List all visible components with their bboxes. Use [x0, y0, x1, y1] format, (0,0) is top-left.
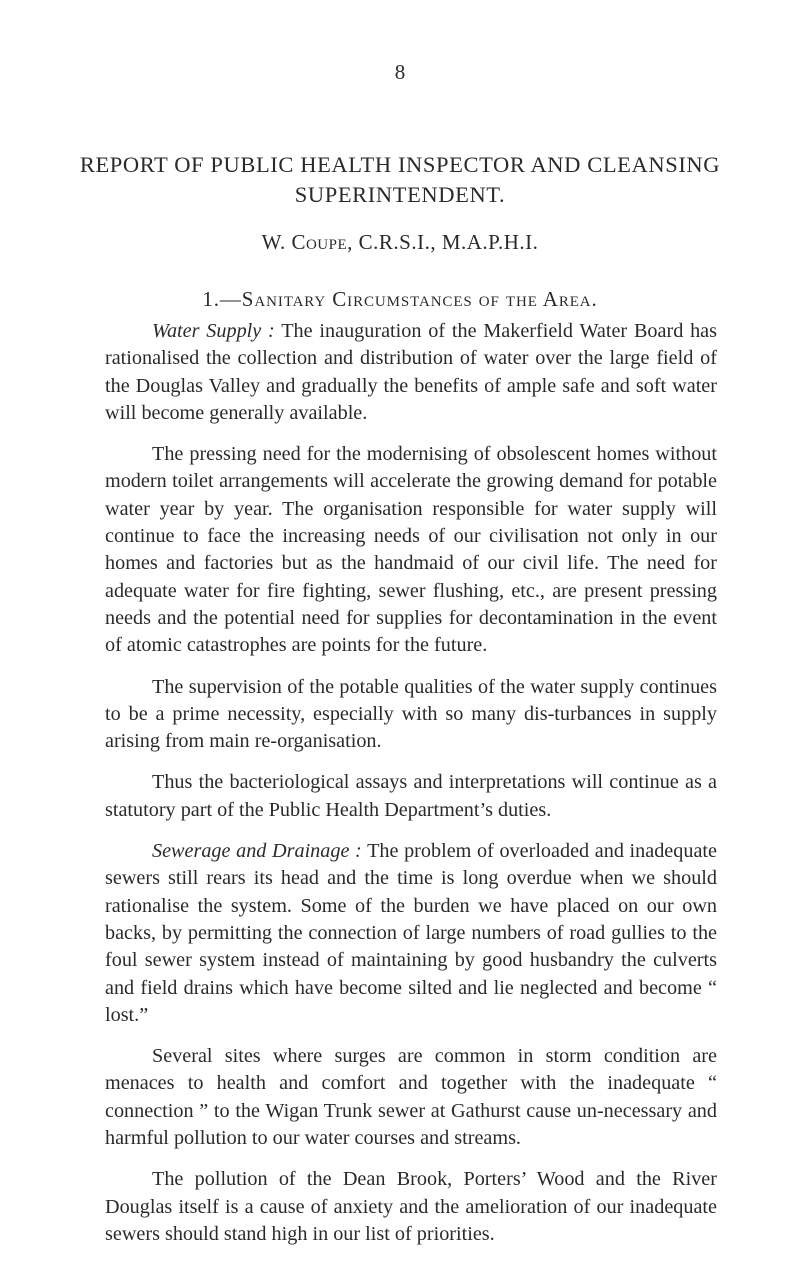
paragraph: Several sites where surges are common in storm condition are menaces to health and comfort and together with the inadequate “ connection ” to the Wigan Trunk sewer at Gathurst cause un-necessary and harmful pollution to our water courses and streams. [105, 1045, 717, 1150]
page-number: 8 [394, 60, 406, 84]
paragraph-heading: Water Supply : [152, 320, 275, 342]
paragraph: The pressing need for the modernising of obsolescent homes without modern toilet arrangements will accelerate the growing demand for potable water year by year. The organisation responsible for water supply will continue to face the increasing needs of our civilisation not only in our homes and factories but as the handmaid of our civil life. The need for adequate water for fire fighting, sewer flushing, etc., are present pressing needs and the potential need for supplies for decontamination in the event of atomic catastrophes are points for the future. [105, 443, 717, 657]
author-line [60, 230, 740, 255]
paragraph: Thus the bacteriological assays and interpretations will continue as a statutory part of the Public Health Department’s duties. [105, 771, 717, 821]
paragraph-text: The inauguration of the Makerfield Water Board has rationalised the collection and distribution of water over the large field of the Douglas Valley and gradually the benefits of ample safe and soft water will become generally available. [105, 320, 717, 424]
paragraph-heading: Sewerage and Drainage : [152, 840, 362, 863]
author-name: W. Coupe, [261, 230, 353, 254]
section-heading: 1.—Sanitary Circumstances of the Area. [202, 287, 598, 311]
report-body [105, 318, 717, 1262]
paragraph-text: The problem of overloaded and inadequate sewers still rears its head and the time is long overdue when we should rationalise the system. Some of the burden we have placed on our own backs, by permitting the connection of large numbers of road gullies to the foul sewer system instead of maintaining by good husbandry the culverts and field drains which have become silted and lie neglected and become “ lost.” [105, 840, 717, 1026]
author-credentials: C.R.S.I., M.A.P.H.I. [358, 230, 539, 254]
paragraph: The pollution of the Dean Brook, Porters’ Wood and the River Douglas itself is a cause of anxiety and the amelioration of our inadequate sewers should stand high in our list of priorities. [105, 1168, 717, 1245]
paragraph-water-supply [105, 318, 717, 427]
paragraph: The supervision of the potable qualities of the water supply continues to be a prime necessity, especially with so many dis-turbances in supply arising from main re-organisation. [105, 675, 717, 753]
paragraph-sewerage-drainage [105, 838, 717, 1029]
report-title: REPORT OF PUBLIC HEALTH INSPECTOR AND CLEANSING SUPERINTENDENT. [79, 152, 721, 207]
